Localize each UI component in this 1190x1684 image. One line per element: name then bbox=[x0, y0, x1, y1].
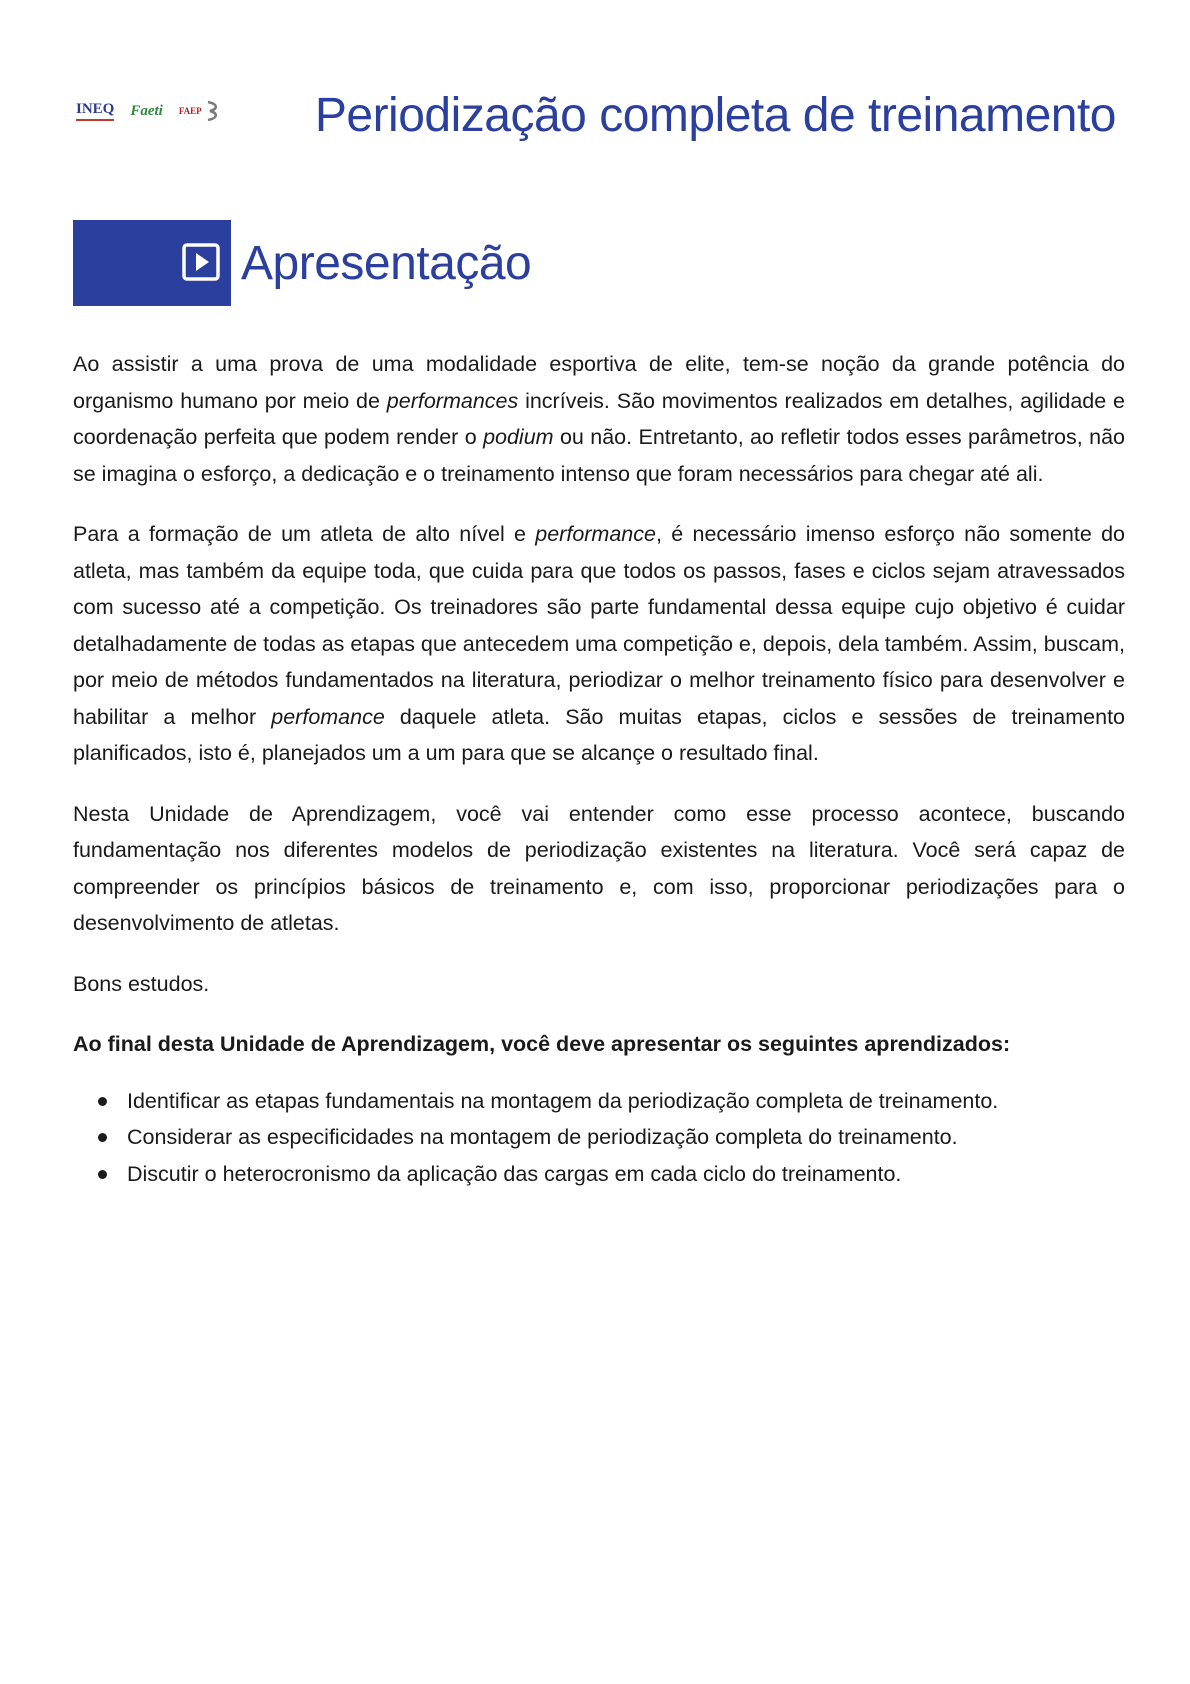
italic-term: performance bbox=[535, 522, 656, 546]
text-run: incríveis. São movimentos realizados em detalhes, agilidade e coordenação perfeita que podem render o bbox=[73, 388, 1125, 449]
faep-mark-icon bbox=[204, 100, 222, 122]
faep-logo bbox=[179, 100, 222, 122]
learning-objectives-heading: Ao final desta Unidade de Aprendizagem, você deve apresentar os seguintes aprendizados: bbox=[73, 1032, 1011, 1056]
main-content bbox=[73, 346, 1125, 1192]
paragraph-athlete-formation bbox=[73, 516, 1125, 772]
text-run: Ao assistir a uma prova de uma modalidade esportiva de elite, tem-se noção da grande potência do organismo humano por meio de bbox=[73, 352, 1125, 413]
section-title: Apresentação bbox=[241, 236, 532, 290]
play-icon bbox=[181, 242, 221, 282]
ineq-logo-text: INEQ bbox=[76, 101, 115, 117]
faep-logo-text: FAEP bbox=[178, 106, 202, 116]
italic-term: podium bbox=[483, 425, 554, 449]
text-run: , é necessário imenso esforço não somente do atleta, mas também da equipe toda, que cuida para que todos os passos, fases e ciclos sejam atravessados com sucesso até a competição. Os treinadores são parte fundamental dessa equipe cujo objetivo é cuidar detalhadamente de todas as etapas que antecedem uma competição e, depois, dela também. Assim, buscam, por meio de métodos fundamentados na literatura, periodizar o melhor treinamento físico para desenvolver e habilitar a melhor bbox=[73, 522, 1125, 729]
faeti-logo bbox=[130, 103, 163, 120]
list-item: Considerar as especificidades na montagem de periodização completa do treinamento. bbox=[98, 1119, 1125, 1156]
learning-objectives-list bbox=[73, 1083, 1125, 1193]
institution-logos bbox=[76, 100, 222, 122]
ineq-logo bbox=[76, 101, 114, 121]
faeti-logo-text: Faeti bbox=[130, 102, 163, 119]
closing-line: Bons estudos. bbox=[73, 971, 210, 996]
document-title: Periodização completa de treinamento bbox=[314, 89, 1116, 142]
section-accent-block bbox=[73, 220, 231, 306]
list-item: Discutir o heterocronismo da aplicação das cargas em cada ciclo do treinamento. bbox=[98, 1156, 1125, 1193]
text-run: daquele atleta. São muitas etapas, ciclos e sessões de treinamento planificados, isto é, planejados um a um para que se alcançe o resultado final. bbox=[73, 704, 1126, 765]
text-run: Para a formação de um atleta de alto nível e bbox=[73, 522, 536, 546]
text-run: ou não. Entretanto, ao refletir todos esses parâmetros, não se imagina o esforço, a dedicação e o treinamento intenso que foram necessários para chegar até ali. bbox=[73, 425, 1125, 486]
italic-term: performances bbox=[386, 388, 519, 413]
page-header bbox=[76, 88, 1116, 158]
section-heading bbox=[73, 220, 531, 306]
italic-term: perfomance bbox=[271, 704, 385, 729]
paragraph-intro bbox=[73, 346, 1125, 492]
paragraph-unit-overview: Nesta Unidade de Aprendizagem, você vai entender como esse processo acontece, buscando fundamentação nos diferentes modelos de periodização existentes na literatura. Você será capaz de compreender os princípios básicos de treinamento e, com isso, proporcionar periodizações para o desenvolvimento de atletas. bbox=[73, 801, 1125, 935]
list-item: Identificar as etapas fundamentais na montagem da periodização completa de treinamento. bbox=[98, 1083, 1125, 1120]
